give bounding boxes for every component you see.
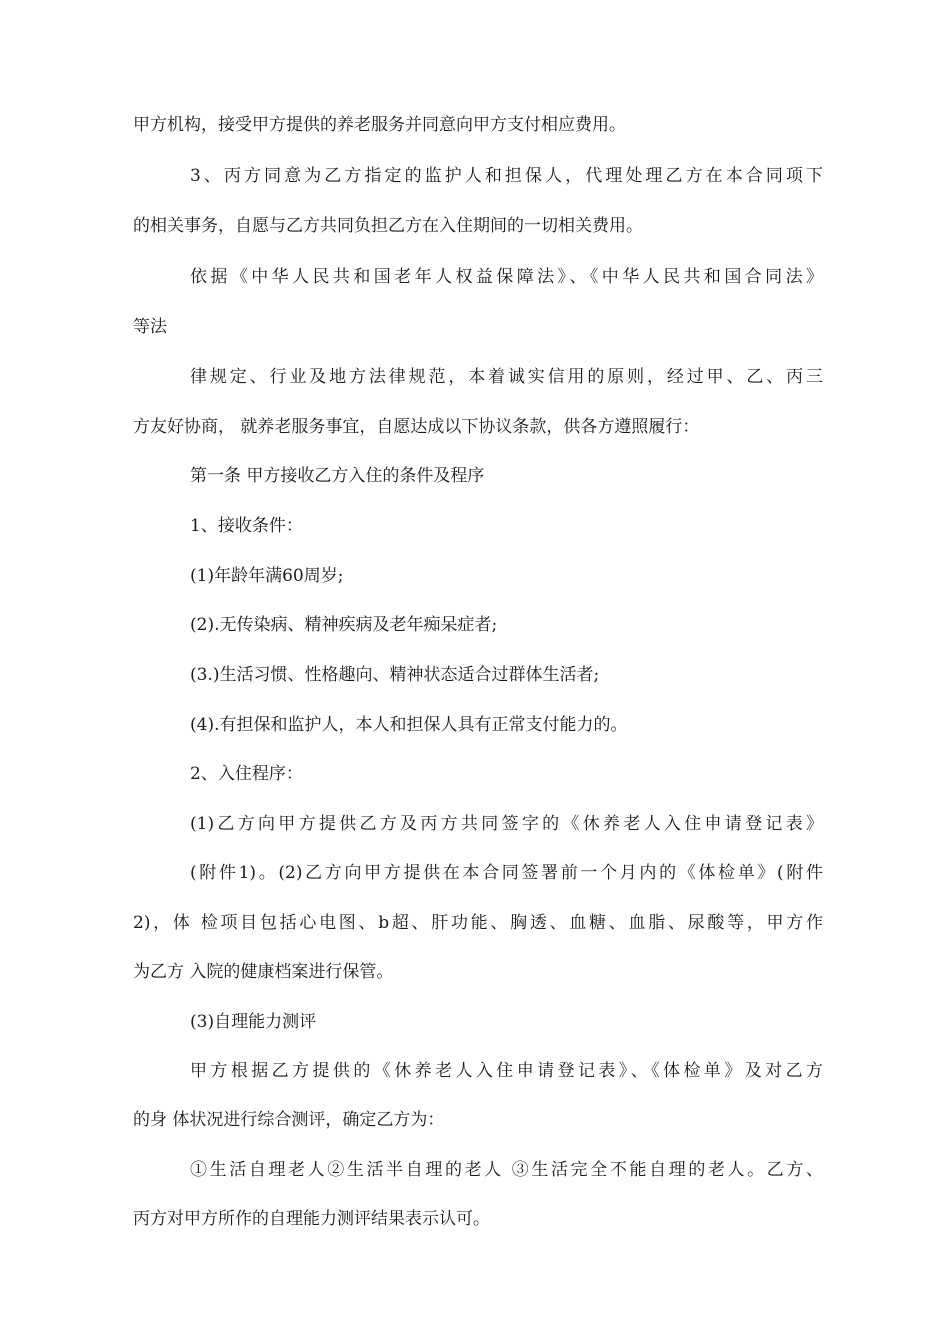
list-item: (4).有担保和监护人，本人和担保人具有正常支付能力的。 xyxy=(190,715,628,735)
list-item: (1)乙方向甲方提供乙方及丙方共同签字的《休养老人入住申请登记表》 xyxy=(190,814,823,834)
text-line: (附件1)。(2)乙方向甲方提供在本合同签署前一个月内的《体检单》(附件 xyxy=(190,863,823,883)
text-line: 律规定、行业及地方法律规范，本着诚实信用的原则，经过甲、乙、丙三 xyxy=(190,367,823,387)
text-line: 3、丙方同意为乙方指定的监护人和担保人，代理处理乙方在本合同项下 xyxy=(190,166,823,186)
text-line: 的相关事务，自愿与乙方共同负担乙方在入住期间的一切相关费用。 xyxy=(133,216,643,236)
list-item: (3)自理能力测评 xyxy=(190,1012,317,1032)
text-line: 丙方对甲方所作的自理能力测评结果表示认可。 xyxy=(133,1209,490,1229)
text-line: 依据《中华人民共和国老年人权益保障法》、《中华人民共和国合同法》 xyxy=(190,267,823,287)
list-item: (2).无传染病、精神疾病及老年痴呆症者; xyxy=(190,615,498,635)
text-line: 甲方根据乙方提供的《休养老人入住申请登记表》、《体检单》及对乙方 xyxy=(190,1061,823,1081)
list-item: (3.)生活习惯、性格趣向、精神状态适合过群体生活者; xyxy=(190,665,600,685)
text-line: 1、接收条件： xyxy=(190,516,303,536)
text-line: 等法 xyxy=(133,317,167,337)
section-heading: 第一条 甲方接收乙方入住的条件及程序 xyxy=(190,466,485,486)
text-line: 方友好协商， 就养老服务事宜，自愿达成以下协议条款，供各方遵照履行： xyxy=(133,417,700,437)
text-line: 2、入住程序： xyxy=(190,764,303,784)
text-line: 的身 体状况进行综合测评，确定乙方为： xyxy=(133,1110,445,1130)
text-line: 2)，体 检项目包括心电图、b超、肝功能、胸透、血糖、血脂、尿酸等，甲方作 xyxy=(133,913,823,933)
text-line: 甲方机构，接受甲方提供的养老服务并同意向甲方支付相应费用。 xyxy=(133,115,626,135)
text-line: ①生活自理老人②生活半自理的老人 ③生活完全不能自理的老人。乙方、 xyxy=(190,1160,823,1180)
text-line: 为乙方 入院的健康档案进行保管。 xyxy=(133,962,394,982)
list-item: (1)年龄年满60周岁; xyxy=(190,566,344,586)
